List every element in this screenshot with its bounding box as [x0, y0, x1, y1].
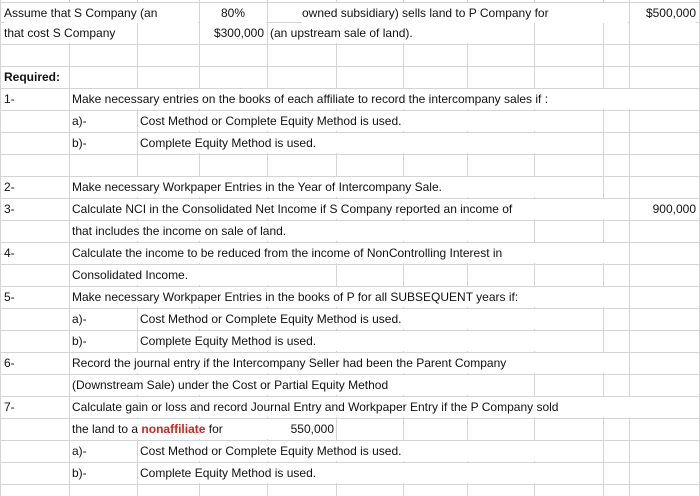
grid-line — [0, 484, 700, 485]
cell-question-text[interactable]: Calculate NCI in the Consolidated Net Income if S Company reported an income of — [72, 199, 628, 219]
cell-question-text-continued[interactable] — [72, 419, 268, 439]
cell-option-label[interactable]: a)- — [72, 309, 136, 329]
cell-sale-price[interactable]: $500,000 — [630, 3, 696, 23]
cell-option-text[interactable]: Complete Equity Method is used. — [140, 331, 540, 351]
cell-question-number[interactable]: 6- — [4, 353, 64, 373]
cell-cost-label[interactable]: that cost S Company — [4, 23, 136, 43]
cell-question-number[interactable]: 4- — [4, 243, 64, 263]
text-before-highlight: the land to a — [72, 422, 139, 436]
cell-question-number[interactable]: 7- — [4, 397, 64, 417]
grid-line — [69, 0, 70, 496]
cell-intro-text[interactable]: Assume that S Company (an — [4, 3, 198, 23]
cell-option-text[interactable]: Cost Method or Complete Equity Method is used. — [140, 111, 540, 131]
cell-option-label[interactable]: b)- — [72, 463, 136, 483]
cell-question-number[interactable]: 5- — [4, 287, 64, 307]
cell-question-number[interactable]: 2- — [4, 177, 64, 197]
cell-option-label[interactable]: b)- — [72, 133, 136, 153]
cell-question-text[interactable]: Calculate the income to be reduced from the income of NonControlling Interest in — [72, 243, 628, 263]
cell-intro-continued[interactable]: owned subsidiary) sells land to P Company for — [302, 3, 628, 23]
cell-option-text[interactable]: Complete Equity Method is used. — [140, 463, 540, 483]
text-after-highlight: for — [208, 422, 223, 436]
cell-resale-price[interactable]: 550,000 — [270, 419, 334, 439]
grid-line — [0, 44, 700, 45]
cell-upstream-note[interactable]: (an upstream sale of land). — [270, 23, 470, 43]
cell-option-text[interactable]: Cost Method or Complete Equity Method is used. — [140, 441, 540, 461]
cell-question-text[interactable]: Make necessary Workpaper Entries in the books of P for all SUBSEQUENT years if: — [72, 287, 628, 307]
nonaffiliate-highlight: nonaffiliate — [141, 422, 206, 436]
cell-question-text[interactable]: Record the journal entry if the Intercompany Seller had been the Parent Company — [72, 353, 628, 373]
cell-option-label[interactable]: a)- — [72, 111, 136, 131]
grid-line — [0, 66, 700, 67]
cell-land-cost[interactable]: $300,000 — [200, 23, 264, 43]
cell-ownership-percent[interactable]: 80% — [200, 3, 266, 23]
cell-option-label[interactable]: b)- — [72, 331, 136, 351]
cell-question-number[interactable]: 1- — [4, 89, 64, 109]
cell-question-text[interactable]: Make necessary entries on the books of each affiliate to record the intercompany sales if : — [72, 89, 682, 109]
cell-question-text[interactable]: Calculate gain or loss and record Journal Entry and Workpaper Entry if the P Company sold — [72, 397, 692, 417]
cell-option-text[interactable]: Complete Equity Method is used. — [140, 133, 540, 153]
cell-question-text-continued[interactable]: that includes the income on sale of land. — [72, 221, 472, 241]
cell-subsidiary-income[interactable]: 900,000 — [630, 199, 696, 219]
cell-question-text-continued[interactable]: Consolidated Income. — [72, 265, 272, 285]
cell-question-text-continued[interactable]: (Downstream Sale) under the Cost or Partial Equity Method — [72, 375, 532, 395]
cell-question-number[interactable]: 3- — [4, 199, 64, 219]
grid-line — [0, 0, 1, 496]
cell-option-label[interactable]: a)- — [72, 441, 136, 461]
cell-option-text[interactable]: Cost Method or Complete Equity Method is used. — [140, 309, 540, 329]
cell-required-heading[interactable]: Required: — [4, 67, 68, 87]
grid-line — [629, 0, 630, 496]
grid-line — [0, 154, 700, 155]
cell-question-text[interactable]: Make necessary Workpaper Entries in the Year of Intercompany Sale. — [72, 177, 592, 197]
